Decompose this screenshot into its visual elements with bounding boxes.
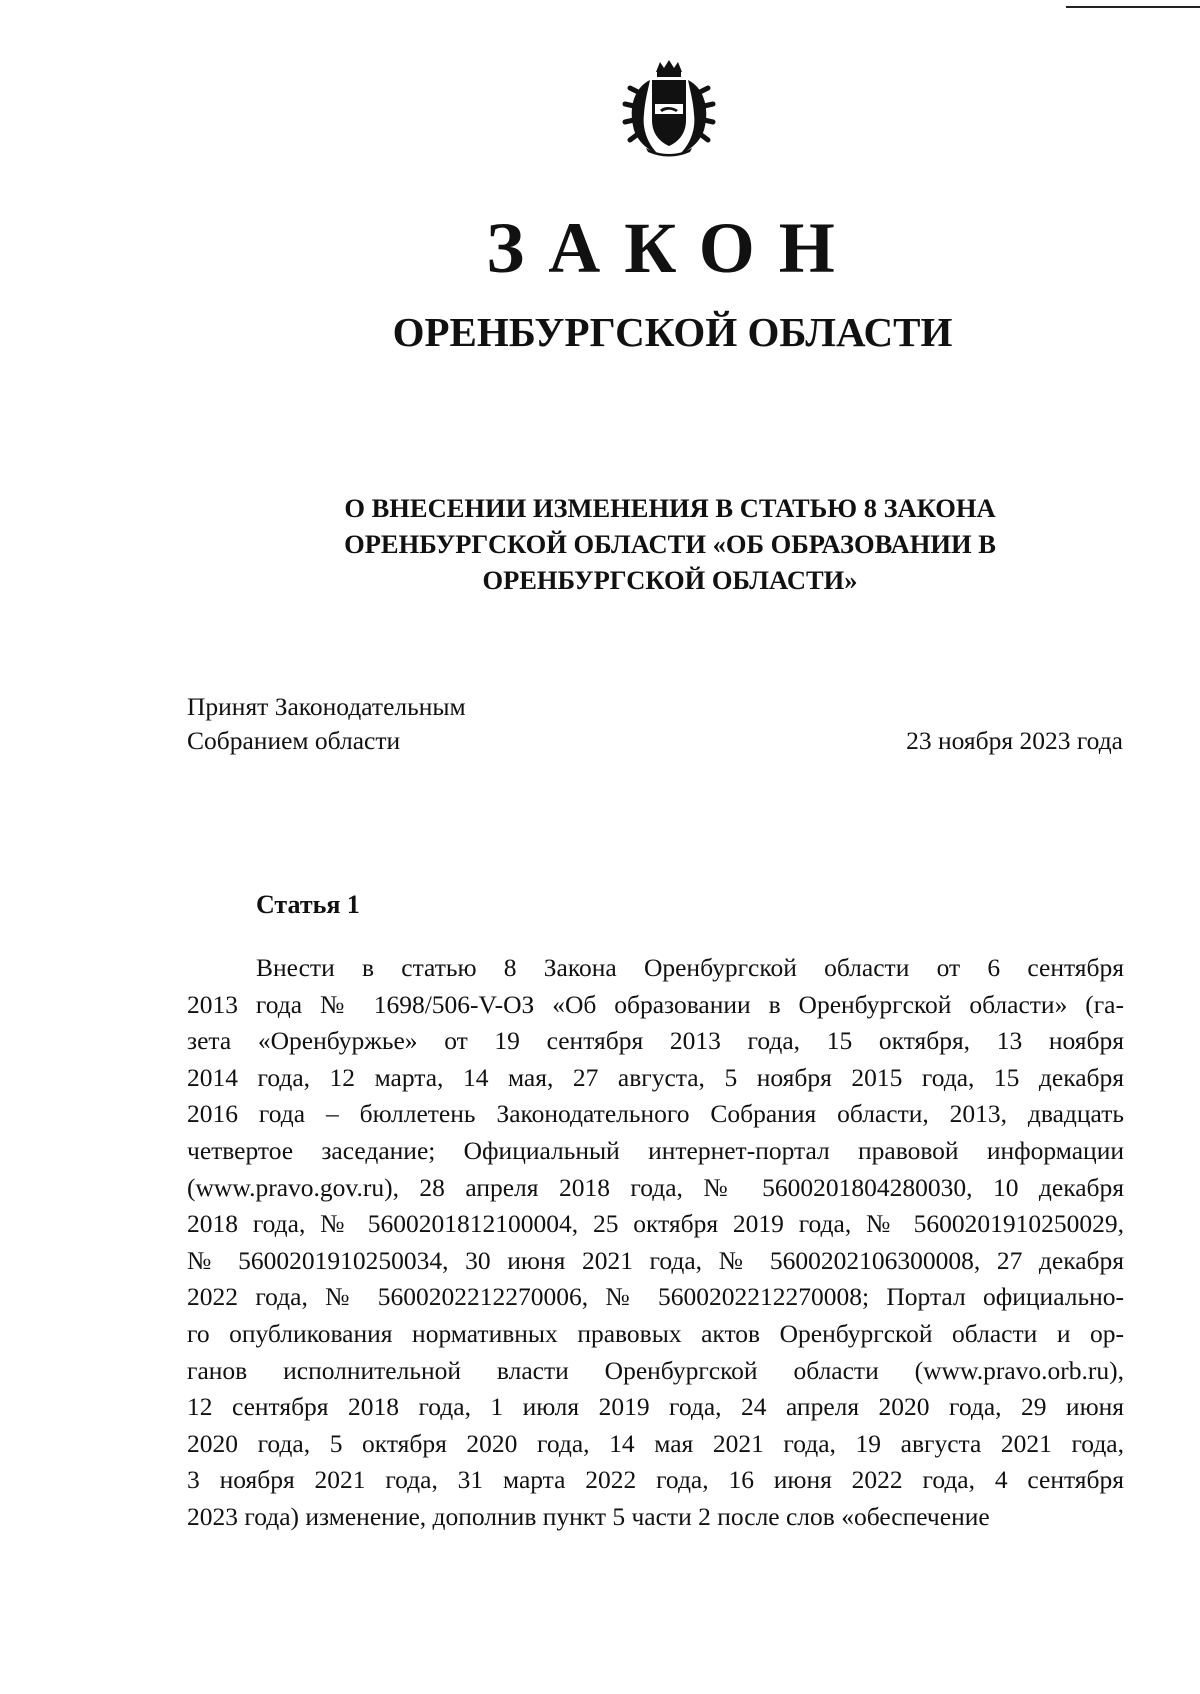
article-body-line: (www.pravo.gov.ru), 28 апреля 2018 года, № 5600201804280030, 10 декабря <box>187 1172 1124 1202</box>
law-heading <box>285 490 1055 598</box>
top-rule <box>1066 6 1200 8</box>
law-heading-line: ОРЕНБУРГСКОЙ ОБЛАСТИ» <box>482 565 858 595</box>
document-subtitle: ОРЕНБУРГСКОЙ ОБЛАСТИ <box>392 309 953 355</box>
article-body-line: 2016 года – бюллетень Законодательного Собрания области, 2013, двадцать <box>187 1099 1124 1129</box>
article-body-line: 2018 года, № 5600201812100004, 25 октября 2019 года, № 5600201910250029, <box>187 1209 1124 1239</box>
article-body-line: четвертое заседание; Официальный интернет-портал правовой информации <box>187 1135 1124 1165</box>
article-body-line: 3 ноября 2021 года, 31 марта 2022 года, 16 июня 2022 года, 4 сентября <box>187 1465 1124 1495</box>
adoption-note-line-1: Принят Законодательным <box>187 692 466 721</box>
adoption-note-line-2: Собранием области <box>187 726 401 755</box>
document-title: ЗАКОН <box>486 208 859 288</box>
adoption-date: 23 ноября 2023 года <box>906 726 1123 755</box>
article-body-line: зета «Оренбуржье» от 19 сентября 2013 года, 15 октября, 13 ноября <box>187 1026 1124 1056</box>
law-heading-line: ОРЕНБУРГСКОЙ ОБЛАСТИ «ОБ ОБРАЗОВАНИИ В <box>344 529 996 559</box>
article-body-line: № 5600201910250034, 30 июня 2021 года, № 5600202106300008, 27 декабря <box>187 1245 1124 1275</box>
coat-of-arms-emblem <box>620 58 718 158</box>
article-body-line: Внести в статью 8 Закона Оренбургской области от 6 сентября <box>256 953 1124 982</box>
article-body-line: ганов исполнительной власти Оренбургской области (www.pravo.orb.ru), <box>187 1355 1124 1385</box>
article-body-line: го опубликования нормативных правовых актов Оренбургской области и ор- <box>187 1318 1124 1348</box>
law-heading-line: О ВНЕСЕНИИ ИЗМЕНЕНИЯ В СТАТЬЮ 8 ЗАКОНА <box>344 493 996 523</box>
article-body-line: 12 сентября 2018 года, 1 июля 2019 года, 24 апреля 2020 года, 29 июня <box>187 1392 1124 1422</box>
article-body-line: 2013 года № 1698/506-V-ОЗ «Об образовании в Оренбургской области» (га- <box>187 989 1124 1019</box>
article-title: Статья 1 <box>256 890 360 919</box>
article-body-line: 2022 года, № 5600202212270006, № 5600202212270008; Портал официально- <box>187 1282 1124 1312</box>
article-body-line: 2014 года, 12 марта, 14 мая, 27 августа, 5 ноября 2015 года, 15 декабря <box>187 1062 1124 1092</box>
article-body-line: 2020 года, 5 октября 2020 года, 14 мая 2021 года, 19 августа 2021 года, <box>187 1428 1124 1458</box>
adoption-note <box>187 690 466 758</box>
article-body-line: 2023 года) изменение, дополнив пункт 5 части 2 после слов «обеспечение <box>187 1501 990 1531</box>
article-body <box>187 950 1124 1536</box>
